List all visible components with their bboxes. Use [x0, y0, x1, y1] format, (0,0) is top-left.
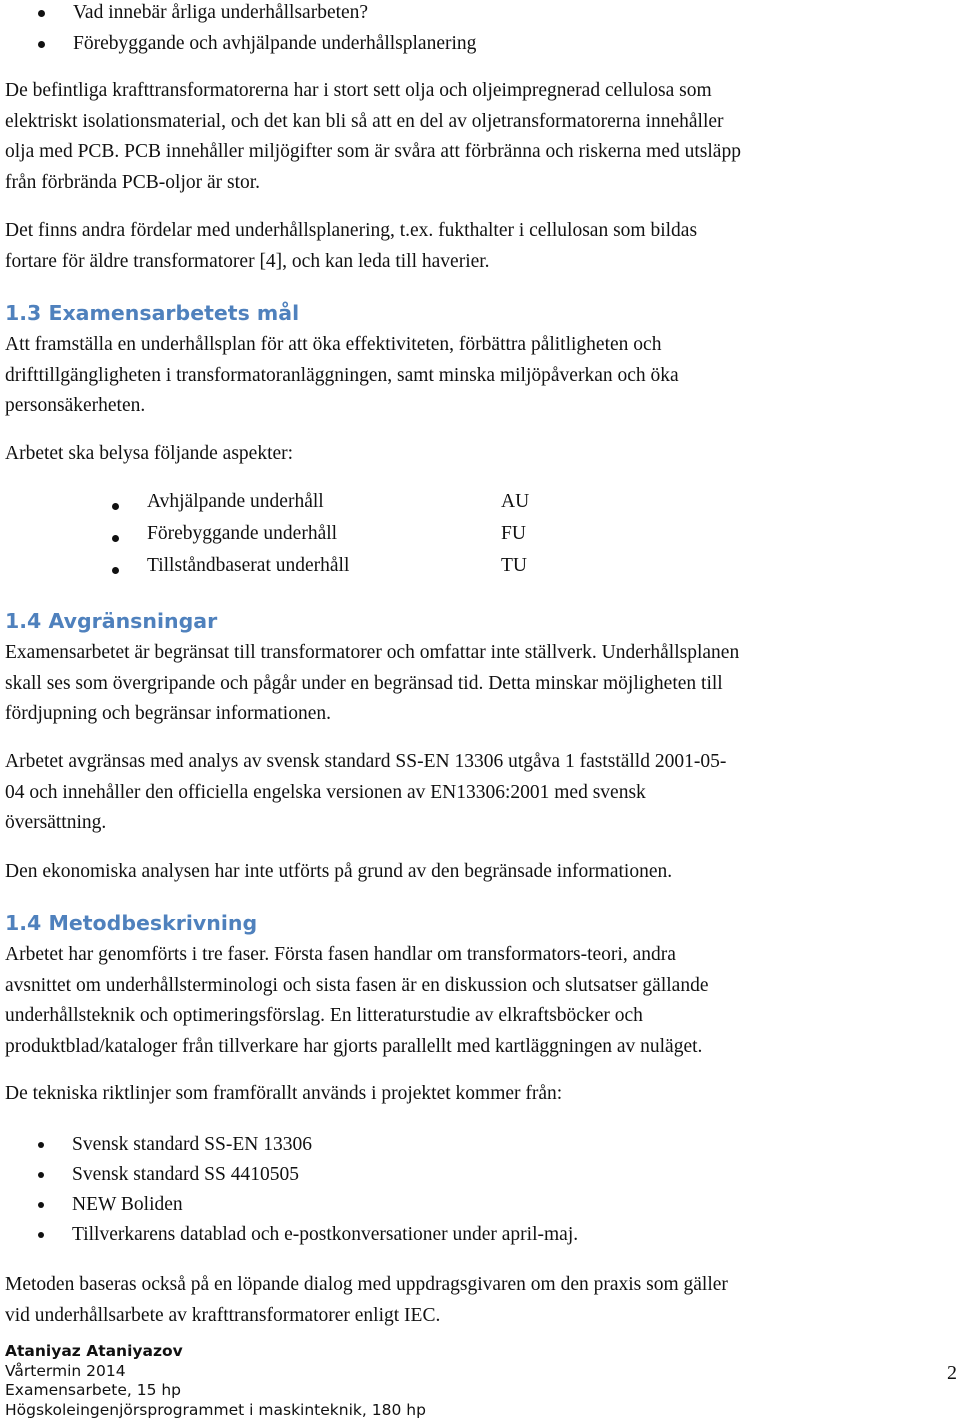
bullet-icon — [38, 1232, 44, 1238]
paragraph-goal: Att framställa en underhållsplan för att öka effektiviteten, förbättra pålitligheten och drifttillgängligheten i transformatoranläggningen, samt minska miljöpåverkan och öka personsäkerheten. — [5, 334, 679, 416]
heading-method: 1.4 Metodbeskrivning — [5, 911, 258, 935]
bullet-icon — [112, 535, 119, 542]
paragraph-transformers: De befintliga krafttransformatorerna har i stort sett olja och oljeimpregnerad cellulosa som elektriskt isolationsmaterial, och det kan bli så att en del av oljetransformatorerna innehåller olja med PCB. PCB innehåller miljögifter som är svåra att förbränna och riskerna med utsläpp från förbrända PCB-oljor är stor. — [5, 80, 741, 193]
paragraph-limits-3: Den ekonomiska analysen har inte utförts på grund av den begränsade informationen. — [5, 861, 673, 882]
bullet-icon — [38, 1172, 44, 1178]
footer-term: Vårtermin 2014 — [5, 1361, 126, 1380]
page-number: 2 — [947, 1362, 957, 1384]
footer-programme: Högskoleingenjörsprogrammet i maskinteknik, 180 hp — [5, 1400, 426, 1419]
bullet-icon — [38, 10, 45, 17]
page-footer — [5, 1342, 426, 1420]
heading-goal: 1.3 Examensarbetets mål — [5, 301, 300, 325]
paragraph-closing: Metoden baseras också på en löpande dialog med uppdragsgivaren om den praxis som gäller vid underhållsarbete av krafttransformatorer enligt IEC. — [5, 1274, 728, 1326]
bullet-icon — [38, 1142, 44, 1148]
footer-credits: Examensarbete, 15 hp — [5, 1381, 182, 1399]
footer-author: Ataniyaz Ataniyazov — [5, 1342, 183, 1360]
paragraph-limits-2: Arbetet avgränsas med analys av svensk standard SS-EN 13306 utgåva 1 fastställd 2001-05- 04 och innehåller den officiella engelska versionen av EN13306:2001 med svensk översättning. — [5, 751, 727, 833]
aspects-intro: Arbetet ska belysa följande aspekter: — [5, 443, 294, 464]
bullet-icon — [112, 567, 119, 574]
paragraph-limits-1: Examensarbetet är begränsat till transformatorer och omfattar inte ställverk. Underhållsplanen skall ses som övergripande och pågår under en begränsad tid. Detta minskar möjligheten till fördjupning och begränsar informationen. — [5, 642, 740, 724]
document-page: Vad innebär årliga underhållsarbeten? Förebyggande och avhjälpande underhållsplanering De befintliga krafttransformatorerna har i stort sett olja och oljeimpregnerad cellulosa som elektriskt isolationsmaterial, och det kan bli så att en del av oljetransformatorerna innehåller olja med PCB. PCB innehåller miljögifter som är svåra att förbränna och riskerna med utsläpp från förbrända PCB-oljor är stor. Det finns andra fördelar med underhållsplanering, t.ex. fukthalter i cellulosan som bildas fortare för äldre transformatorer [4], och kan leda till haverier. 1.3 Examensarbetets mål Att framställa en underhållsplan för att öka effektiviteten, förbättra pålitligheten och drifttillgängligheten i transformatoranläggningen, samt minska miljöpåverkan och öka personsäkerheten. Arbetet ska belysa följande aspekter: Avhjälpande underhåll AU Förebyggande underhåll FU Tillståndbaserat underhåll TU 1.4 Avgränsningar Examensarbetet är begränsat till transformatorer och omfattar inte ställverk. Underhållsplanen skall ses som övergripande och pågår under en begränsad tid. Detta minskar möjligheten till fördjupning och begränsar informationen. Arbetet avgränsas med analys av svensk standard SS-EN 13306 utgåva 1 fastställd 2001-05- 04 och innehåller den officiella engelska versionen av EN13306:2001 med svensk översättning. Den ekonomiska analysen har inte utförts på grund av den begränsade informationen. 1.4 Metodbeskrivning Arbetet har genomförts i tre faser. Första fasen handlar om transformators-teori, andra avsnittet om underhållsterminologi och sista fasen är en diskussion och slutsatser gällande underhållsteknik och optimeringsförslag. En litteraturstudie av elkraftsböcker och produktblad/kataloger från tillverkare har gjorts parallellt med kartläggningen av nuläget. De tekniska riktlinjer som framförallt används i projektet kommer från: Svensk standard SS-EN 13306 Svensk standard SS 4410505 NEW Boliden Tillverkarens datablad och e-postkonversationer under april-maj. Metoden baseras också på en löpande dialog med uppdragsgivaren om den praxis som gäller vid underhållsarbete av krafttransformatorer enligt IEC. Ataniyaz Ataniyazov Vårtermin 2014 Examensarbete, 15 hp Högskoleingenjörsprogrammet i maskinteknik, 180 hp 2 — [5, 2, 957, 1419]
heading-limits: 1.4 Avgränsningar — [5, 609, 218, 633]
bullet-icon — [112, 503, 119, 510]
bullet-icon — [38, 41, 45, 48]
bullet-icon — [38, 1202, 44, 1208]
paragraph-advantages: Det finns andra fördelar med underhållsplanering, t.ex. fukthalter i cellulosan som bildas fortare för äldre transformatorer [4], och kan leda till haverier. — [5, 220, 698, 272]
guidelines-intro: De tekniska riktlinjer som framförallt används i projektet kommer från: — [5, 1083, 563, 1104]
paragraph-method: Arbetet har genomförts i tre faser. Första fasen handlar om transformators-teori, andra avsnittet om underhållsterminologi och sista fasen är en diskussion och slutsatser gällande underhållsteknik och optimeringsförslag. En litteraturstudie av elkraftsböcker och produktblad/kataloger från tillverkare har gjorts parallellt med kartläggningen av nuläget. — [5, 944, 709, 1057]
